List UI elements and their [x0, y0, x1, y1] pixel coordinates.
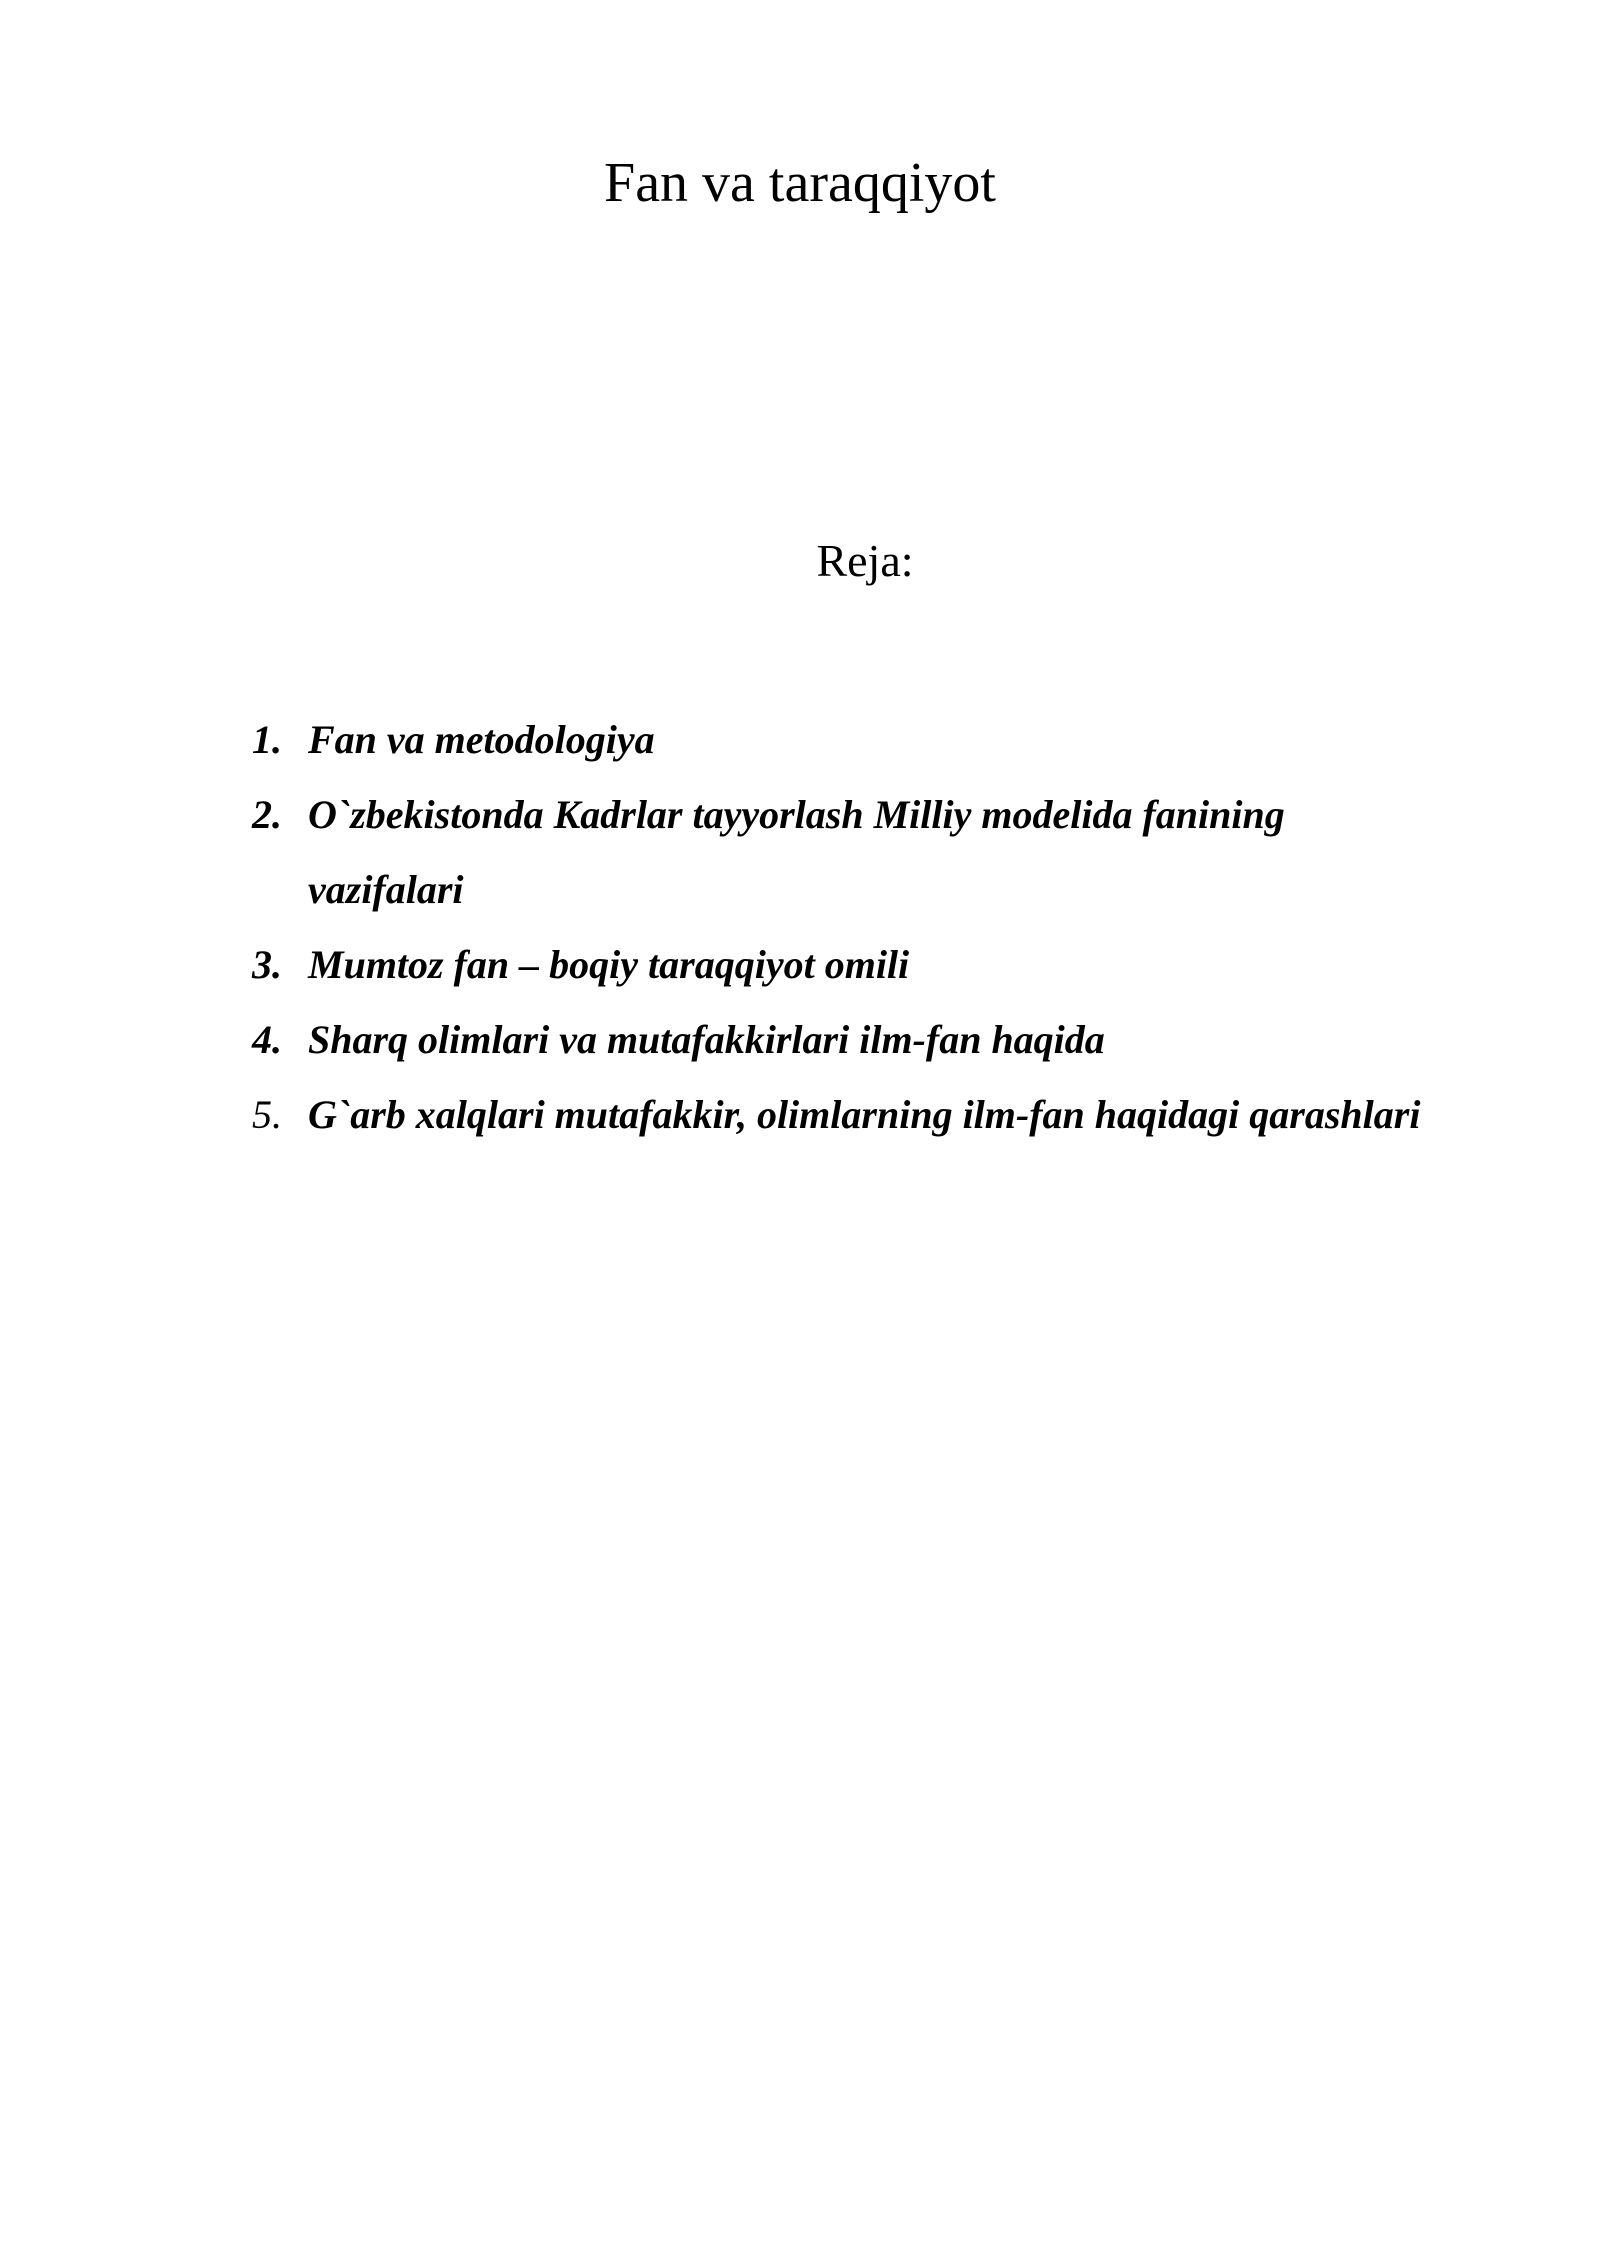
list-item [252, 777, 1432, 927]
list-item-text: Sharq olimlari va mutafakkirlari ilm-fan haqida [308, 1017, 1105, 1062]
list-item-text: G`arb xalqlari mutafakkir, olimlarning ilm-fan haqidagi qarashlari [308, 1092, 1421, 1137]
list-item [252, 1002, 1432, 1077]
list-item [252, 702, 1432, 777]
list-item-number: 1. [252, 717, 282, 762]
list-item [252, 927, 1432, 1002]
document-title: Fan va taraqqiyot [604, 152, 996, 214]
list-item-text: Fan va metodologiya [308, 717, 655, 762]
list-item-number: 3. [252, 942, 282, 987]
list-item-number: 5. [252, 1092, 282, 1137]
plan-list [252, 702, 1432, 1152]
list-item-number: 2. [252, 792, 282, 837]
list-item [252, 1077, 1432, 1152]
list-item-text: Mumtoz fan – boqiy taraqqiyot omili [308, 942, 910, 987]
plan-heading: Reja: [816, 535, 914, 586]
list-item-number: 4. [252, 1017, 282, 1062]
list-item-text: O`zbekistonda Kadrlar tayyorlash Milliy modelida fanining vazifalari [308, 792, 1285, 912]
